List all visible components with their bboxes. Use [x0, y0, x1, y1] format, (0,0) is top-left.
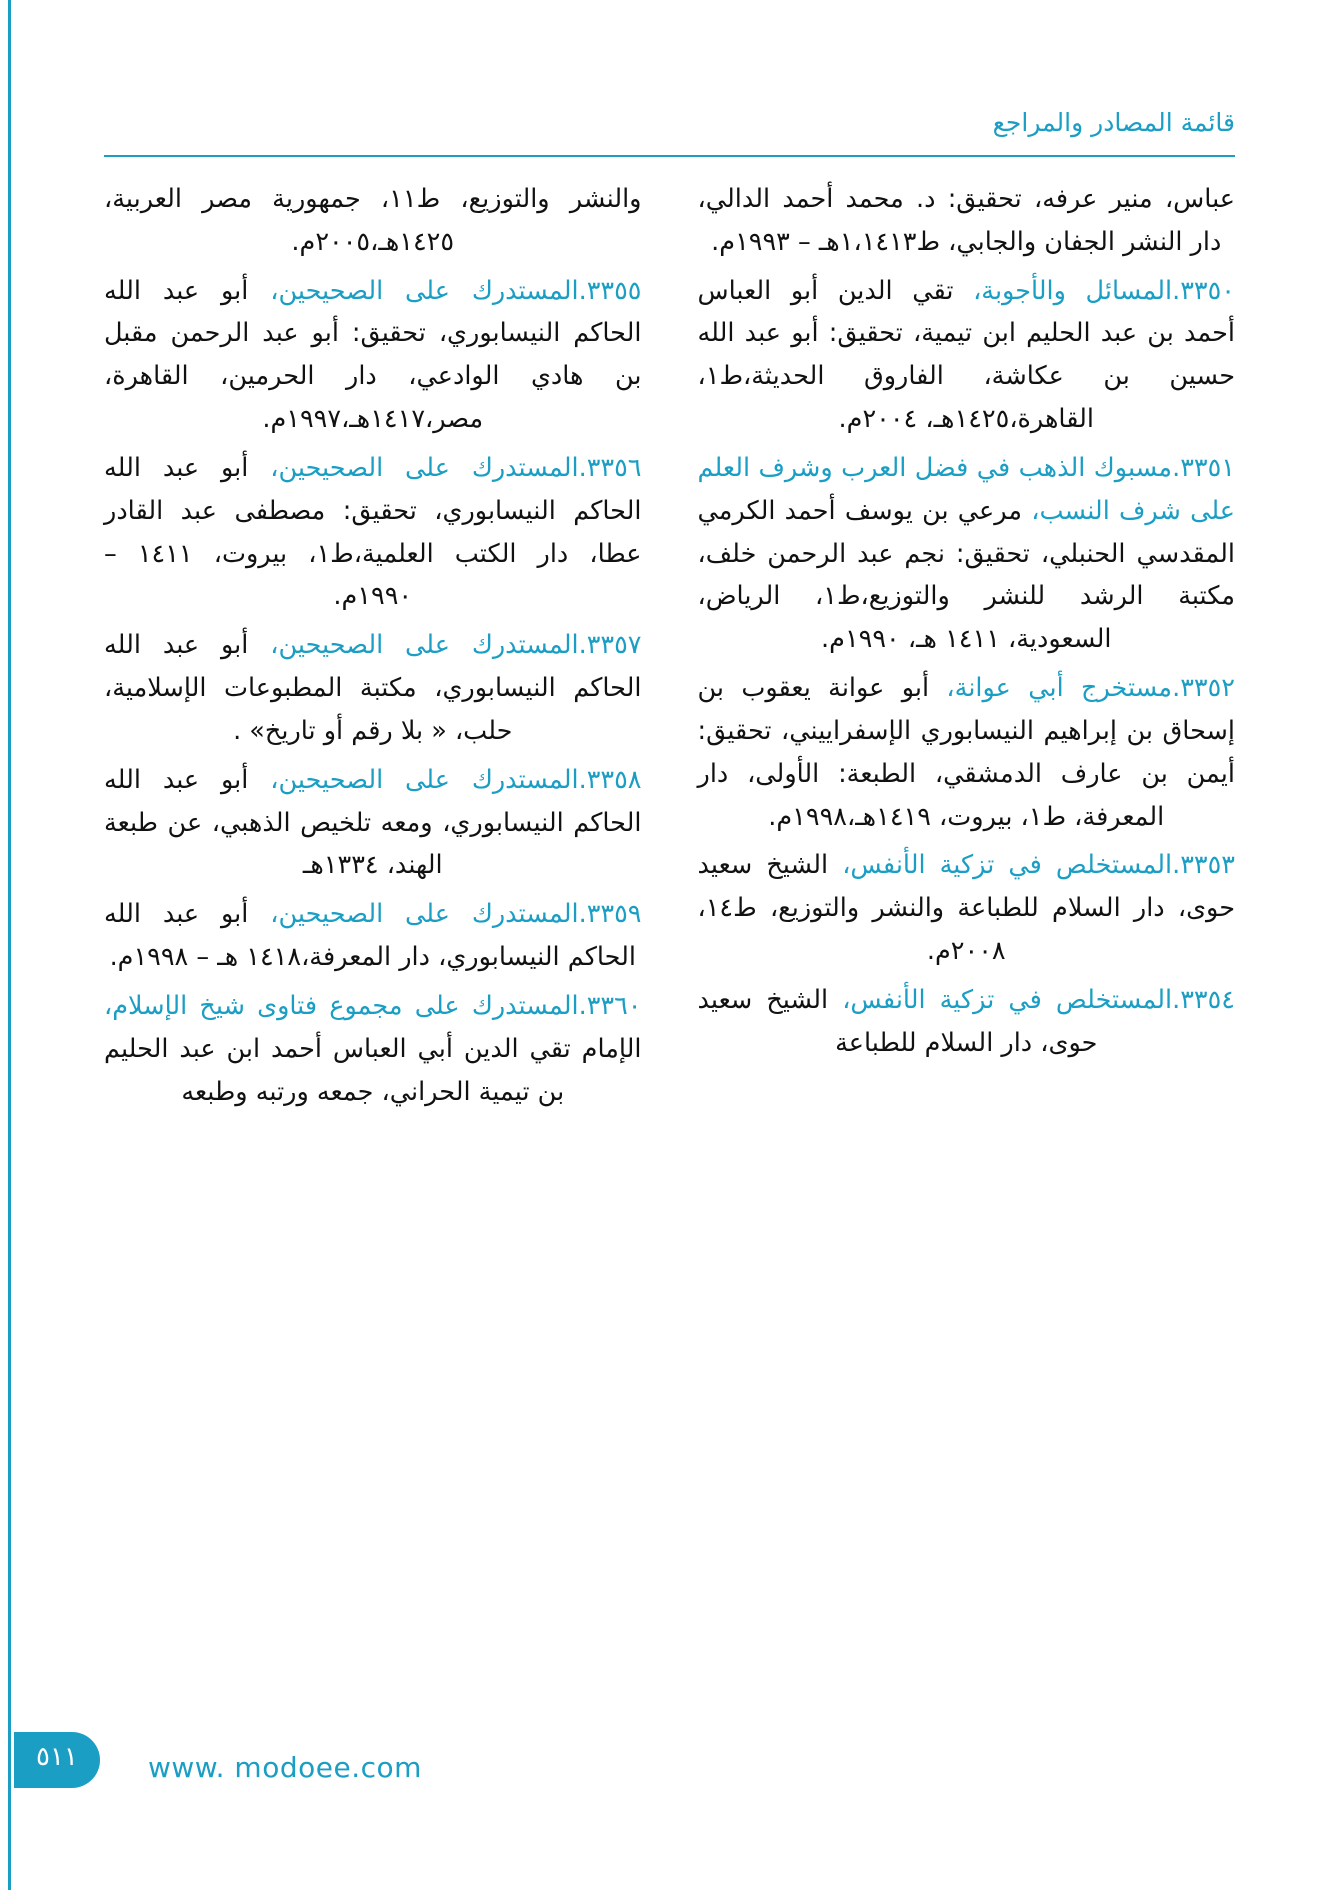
- entry-title: المستخلص في تزكية الأنفس،: [842, 850, 1173, 881]
- entry-title: عباس،: [1164, 184, 1235, 214]
- entry-number: ٣٣٥٧.: [578, 630, 642, 661]
- entry-body: أبو عبد الله الحاكم النيسابوري، مكتبة المطبوعات الإسلامية، حلب، « بلا رقم أو تاريخ» .: [104, 630, 642, 746]
- entry-title: المستخلص في تزكية الأنفس،: [842, 984, 1173, 1015]
- column-right: [698, 178, 1236, 1478]
- page-footer: [0, 1724, 1339, 1794]
- entry-body: أبو عبد الله الحاكم النيسابوري، ومعه تلخيص الذهبي، عن طبعة الهند، ١٣٣٤هـ: [104, 764, 642, 881]
- list-item: [698, 979, 1236, 1065]
- entry-body: أبو عبد الله الحاكم النيسابوري، دار المعرفة،١٤١٨ هـ – ١٩٩٨م.: [104, 899, 636, 973]
- entry-number: ٣٣٥٢.: [1172, 673, 1235, 704]
- entry-number: ٣٣٥٤.: [1172, 984, 1236, 1015]
- entry-number: ٣٣٥١.: [1172, 452, 1235, 483]
- entry-number: ٣٣٥٣.: [1172, 850, 1236, 881]
- entry-number: ٣٣٦٠.: [578, 990, 642, 1021]
- list-item: [698, 667, 1236, 838]
- entry-title: المستدرك على الصحيحين،: [270, 275, 579, 306]
- list-item: [698, 447, 1236, 661]
- entry-body: الإمام تقي الدين أبي العباس أحمد ابن عبد الحليم بن تيمية الحراني، جمعه ورتبه وطبعه: [104, 1033, 642, 1107]
- entry-number: ٣٣٥٦.: [578, 452, 642, 483]
- header-divider: [104, 155, 1235, 157]
- entry-title: المستدرك على الصحيحين،: [270, 899, 579, 930]
- list-item: [104, 893, 642, 979]
- entry-title: المستدرك على الصحيحين،: [270, 764, 579, 795]
- entry-body: الشيخ سعيد حوى، دار السلام للطباعة والنشر والتوزيع، ط١٤، ٢٠٠٨م.: [697, 850, 1235, 967]
- page-number: ٥١١: [36, 1742, 78, 1772]
- list-item: [104, 624, 642, 752]
- entry-number: ٣٣٥٠.: [1172, 275, 1235, 306]
- entry-body: مرعي بن يوسف أحمد الكرمي المقدسي الحنبلي، تحقيق: نجم عبد الرحمن خلف، مكتبة الرشد للنشر والتوزيع،ط١، الرياض، السعودية، ١٤١١ هـ، ١٩٩٠م.: [697, 495, 1235, 655]
- entry-title: المستدرك على مجموع فتاوى شيخ الإسلام،: [104, 990, 579, 1021]
- list-item: [698, 844, 1236, 972]
- page-header: [104, 108, 1235, 160]
- entry-body: منير عرفه، تحقيق: د. محمد أحمد الدالي، دار النشر الجفان والجابي، ط١،١٤١٣هـ – ١٩٩٣م.: [697, 184, 1222, 257]
- page-number-badge: [14, 1732, 100, 1788]
- entry-body: تقي الدين أبو العباس أحمد بن عبد الحليم ابن تيمية، تحقيق: أبو عبد الله حسين بن عكاشة، الفاروق الحديثة،ط١، القاهرة،١٤٢٥هـ، ٢٠٠٤م.: [697, 275, 1235, 435]
- entry-title: المستدرك على الصحيحين،: [270, 630, 579, 661]
- website-link[interactable]: www. modoee.com: [148, 1751, 422, 1784]
- list-item: [698, 178, 1236, 264]
- entry-title: المسائل والأجوبة،: [973, 275, 1173, 306]
- entry-title: مسبوك الذهب في فضل العرب وشرف العلم على شرف النسب،: [697, 452, 1235, 526]
- entry-number: ٣٣٥٩.: [578, 899, 642, 930]
- list-item: [698, 270, 1236, 441]
- header-title: قائمة المصادر والمراجع: [992, 108, 1235, 137]
- page-edge-rule: [0, 0, 14, 1890]
- list-item: والنشر والتوزيع، ط١١، جمهورية مصر العربية، ١٤٢٥هـ،٢٠٠٥م.: [104, 184, 642, 257]
- list-item: [104, 759, 642, 887]
- entry-number: ٣٣٥٨.: [578, 764, 642, 795]
- entry-title: مستخرج أبي عوانة،: [946, 673, 1173, 704]
- list-item: [104, 447, 642, 618]
- body-columns: [104, 178, 1235, 1478]
- entry-body: الشيخ سعيد حوى، دار السلام للطباعة: [697, 984, 1098, 1058]
- column-left: [104, 178, 642, 1478]
- list-item: [104, 270, 642, 441]
- entry-body: أبو عوانة يعقوب بن إسحاق بن إبراهيم النيسابوري الإسفراييني، تحقيق: أيمن بن عارف الدمشقي، الطبعة: الأولى، دار المعرفة، ط١، بيروت، ١٤١٩هـ،١٩٩٨م.: [697, 673, 1235, 832]
- list-item: [104, 985, 642, 1113]
- entry-body: أبو عبد الله الحاكم النيسابوري، تحقيق: مصطفى عبد القادر عطا، دار الكتب العلمية،ط١، بيروت، ١٤١١ – ١٩٩٠م.: [104, 452, 642, 612]
- entry-body: أبو عبد الله الحاكم النيسابوري، تحقيق: أبو عبد الرحمن مقبل بن هادي الوادعي، دار الحرمين، القاهرة، مصر،١٤١٧هـ،١٩٩٧م.: [104, 275, 642, 435]
- entry-number: ٣٣٥٥.: [578, 275, 642, 306]
- entry-title: المستدرك على الصحيحين،: [270, 452, 579, 483]
